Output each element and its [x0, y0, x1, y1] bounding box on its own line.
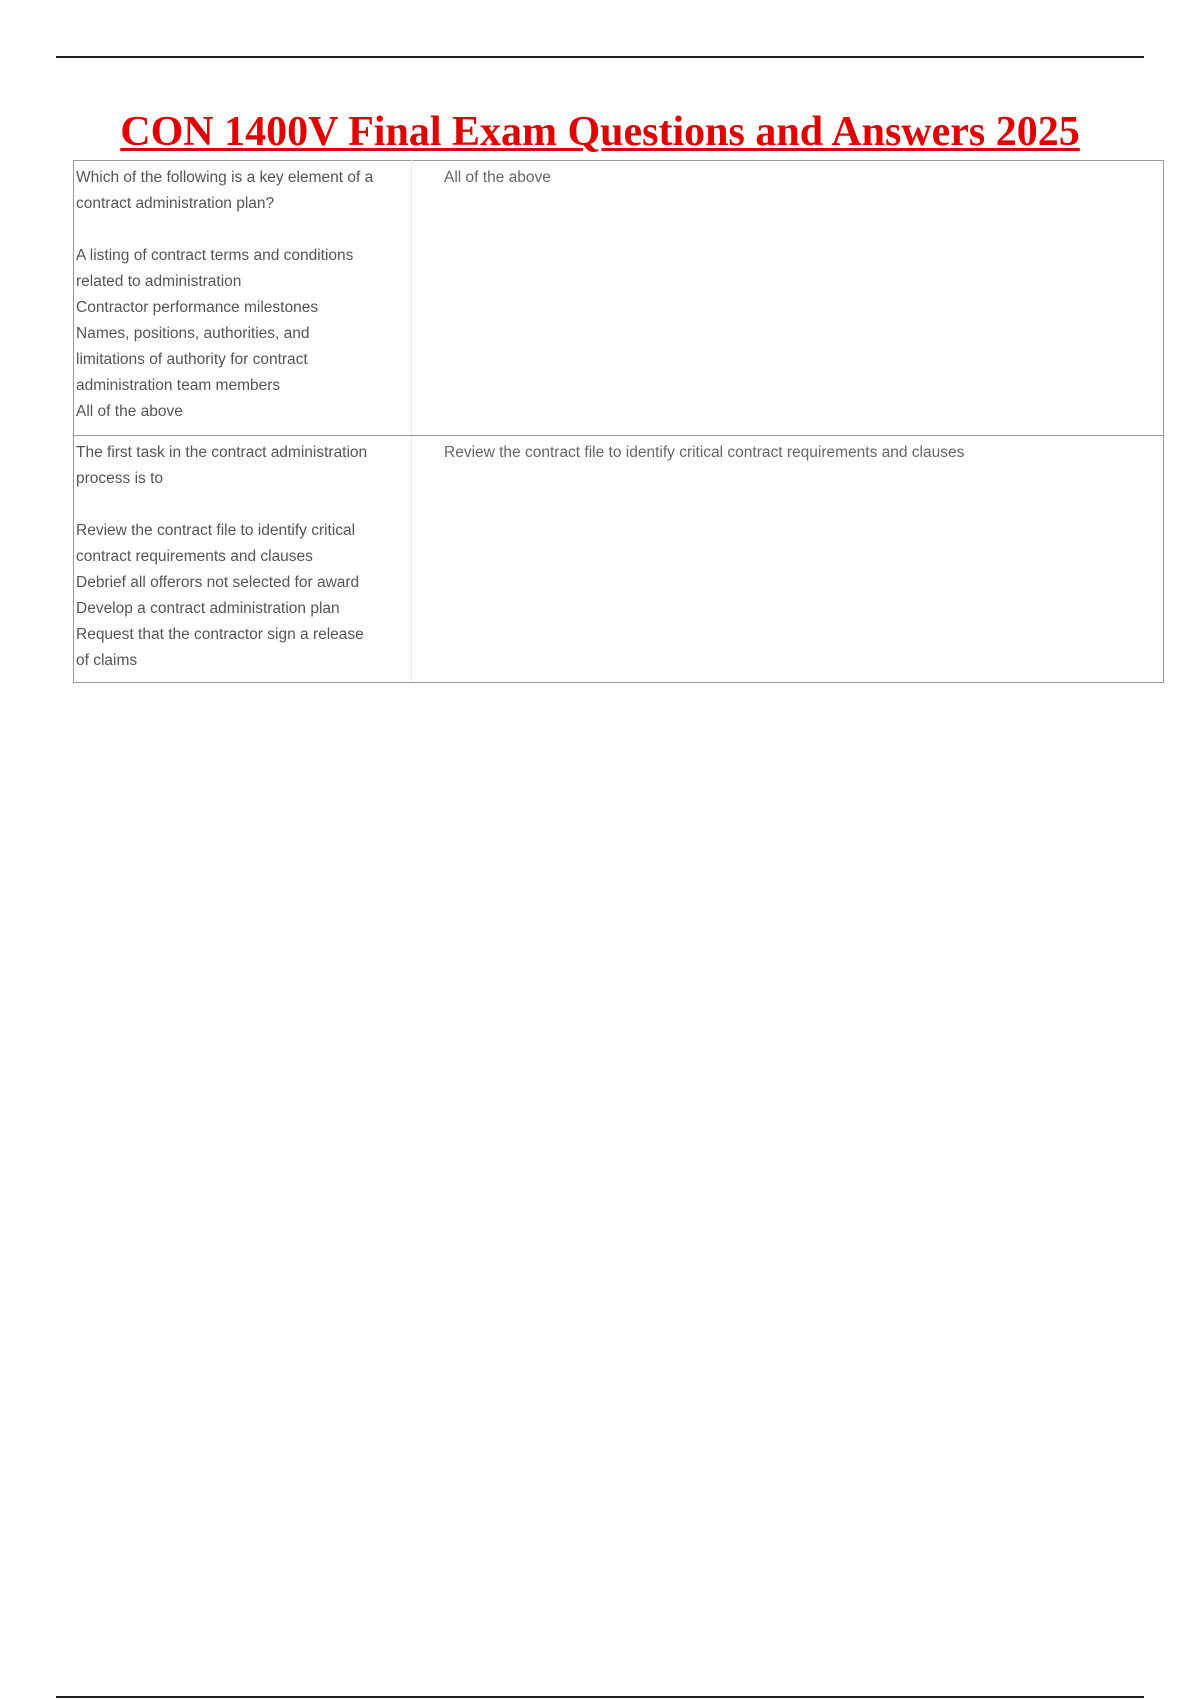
option-text: Names, positions, authorities, and [76, 325, 310, 342]
option-text: of claims [76, 652, 138, 669]
spacer [76, 217, 409, 243]
option-text: Request that the contractor sign a release [76, 626, 364, 643]
question-text: The first task in the contract administration [76, 444, 368, 461]
answer-cell [412, 436, 1164, 683]
option-text: contract requirements and clauses [76, 548, 313, 565]
option-text: Review the contract file to identify critical [76, 522, 356, 539]
document-title: CON 1400V Final Exam Questions and Answers 2025 [120, 109, 1080, 155]
option-text: A listing of contract terms and conditions [76, 247, 354, 264]
option-text: limitations of authority for contract [76, 351, 308, 368]
question-cell [74, 161, 412, 436]
option-text: related to administration [76, 273, 242, 290]
option-text: Develop a contract administration plan [76, 600, 340, 617]
question-text: process is to [76, 470, 164, 487]
footer-rule [56, 1696, 1144, 1698]
option-text: administration team members [76, 377, 281, 394]
header-rule [56, 56, 1144, 58]
table-row [74, 436, 1164, 683]
option-text: All of the above [76, 403, 183, 420]
spacer [76, 492, 409, 518]
answer-cell [412, 161, 1164, 436]
option-text: Debrief all offerors not selected for award [76, 574, 360, 591]
question-text: Which of the following is a key element of a [76, 169, 374, 186]
answer-text: All of the above [444, 169, 551, 186]
question-cell [74, 436, 412, 683]
question-text: contract administration plan? [76, 195, 275, 212]
table-row [74, 161, 1164, 436]
qa-table [73, 160, 1164, 683]
option-text: Contractor performance milestones [76, 299, 319, 316]
answer-text: Review the contract file to identify critical contract requirements and clauses [444, 444, 965, 461]
